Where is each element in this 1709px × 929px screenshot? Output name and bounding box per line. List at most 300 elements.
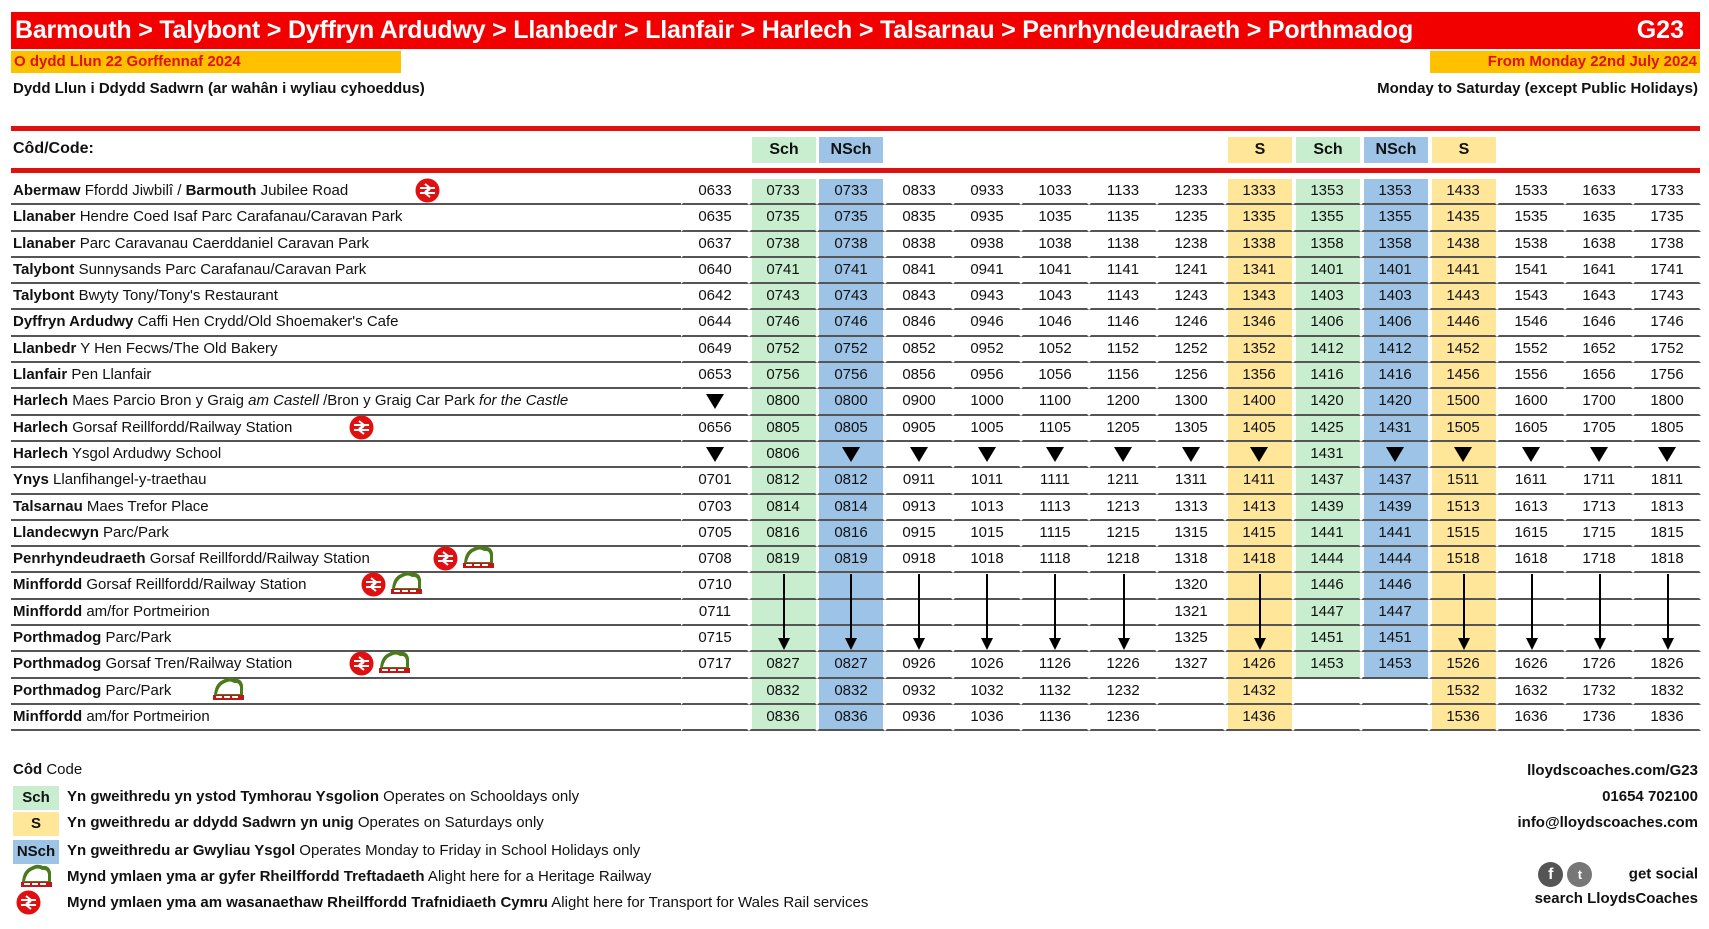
legend-welsh: Yn gweithredu ar Gwyliau Ysgol xyxy=(67,842,296,859)
departure-time: 1541 xyxy=(1497,258,1565,284)
departure-time: 1532 xyxy=(1429,679,1497,705)
departure-time xyxy=(1361,705,1429,731)
stop-name xyxy=(11,205,681,231)
departure-time: 1416 xyxy=(1293,363,1361,389)
legend-swatch-sch: Sch xyxy=(13,786,59,810)
code-label: Côd/Code: xyxy=(13,140,94,157)
departure-time: 1700 xyxy=(1565,389,1633,415)
stop-location: Parc/Park xyxy=(105,629,172,647)
does-not-stop-icon xyxy=(1361,442,1429,468)
departure-time: 0642 xyxy=(681,284,749,310)
website-link[interactable]: lloydscoaches.com/G23 xyxy=(1527,762,1698,779)
departure-time: 1405 xyxy=(1225,416,1293,442)
departure-time: 0827 xyxy=(817,652,885,678)
legend-title-welsh: Côd xyxy=(13,761,43,778)
departure-time: 0833 xyxy=(885,179,953,205)
departure-time: 1546 xyxy=(1497,310,1565,336)
national-rail-icon xyxy=(361,572,386,597)
stop-location: Parc/Park xyxy=(103,523,169,541)
departure-time: 1215 xyxy=(1089,521,1157,547)
departure-time: 1756 xyxy=(1633,363,1701,389)
departure-time: 1432 xyxy=(1225,679,1293,705)
down-triangle-icon xyxy=(978,447,996,462)
departure-time: 0846 xyxy=(885,310,953,336)
column-code-s: S xyxy=(1228,137,1292,163)
continues-arrow-start xyxy=(885,573,953,599)
departure-time: 1511 xyxy=(1429,468,1497,494)
departure-time: 1236 xyxy=(1089,705,1157,731)
stop-place: Talybont xyxy=(13,287,75,305)
departure-time: 0936 xyxy=(885,705,953,731)
continues-arrow-body xyxy=(1633,626,1701,652)
divider xyxy=(11,126,1700,131)
down-triangle-icon xyxy=(1386,447,1404,462)
departure-time: 0805 xyxy=(817,416,885,442)
stop-row xyxy=(11,521,1701,547)
stop-row xyxy=(11,310,1701,336)
stop-row xyxy=(11,495,1701,521)
departure-time: 1431 xyxy=(1361,416,1429,442)
departure-time: 1416 xyxy=(1361,363,1429,389)
does-not-stop-icon xyxy=(1089,442,1157,468)
departure-time: 1438 xyxy=(1429,232,1497,258)
departure-time: 0814 xyxy=(817,495,885,521)
departure-time: 1526 xyxy=(1429,652,1497,678)
stop-name xyxy=(11,679,681,705)
departure-time: 1811 xyxy=(1633,468,1701,494)
departure-time: 0956 xyxy=(953,363,1021,389)
departure-time: 0743 xyxy=(749,284,817,310)
departure-time xyxy=(1361,679,1429,705)
down-triangle-icon xyxy=(842,447,860,462)
departure-time: 0800 xyxy=(817,389,885,415)
column-code-sch: Sch xyxy=(1296,137,1360,163)
departure-time: 0805 xyxy=(749,416,817,442)
stop-name xyxy=(11,416,681,442)
departure-time: 1141 xyxy=(1089,258,1157,284)
departure-time: 1321 xyxy=(1157,600,1225,626)
departure-time: 1318 xyxy=(1157,547,1225,573)
departure-time: 1338 xyxy=(1225,232,1293,258)
national-rail-icon xyxy=(13,890,43,914)
column-code-sch: Sch xyxy=(752,137,816,163)
continues-arrow-start xyxy=(817,573,885,599)
departure-time: 0752 xyxy=(749,337,817,363)
departure-time: 1315 xyxy=(1157,521,1225,547)
email-link[interactable]: info@lloydscoaches.com xyxy=(1517,814,1698,831)
departure-time xyxy=(681,679,749,705)
departure-time: 1556 xyxy=(1497,363,1565,389)
stop-row xyxy=(11,600,1701,626)
departure-time: 1805 xyxy=(1633,416,1701,442)
departure-time: 1156 xyxy=(1089,363,1157,389)
departure-time: 1456 xyxy=(1429,363,1497,389)
departure-time: 0733 xyxy=(749,179,817,205)
departure-time: 0819 xyxy=(749,547,817,573)
departure-time: 1412 xyxy=(1361,337,1429,363)
stop-location-english: Jubilee Road xyxy=(260,182,349,199)
does-not-stop-icon xyxy=(1157,442,1225,468)
departure-time: 0735 xyxy=(749,205,817,231)
departure-time: 1444 xyxy=(1293,547,1361,573)
departure-time: 1446 xyxy=(1293,573,1361,599)
stop-location: Sunnysands Parc Carafanau/Caravan Park xyxy=(78,260,367,278)
departure-time: 0900 xyxy=(885,389,953,415)
departure-time: 1425 xyxy=(1293,416,1361,442)
stop-name xyxy=(11,179,681,205)
departure-time: 0812 xyxy=(749,468,817,494)
departure-time: 1420 xyxy=(1361,389,1429,415)
departure-time: 1133 xyxy=(1089,179,1157,205)
stop-note-english: for the Castle xyxy=(479,392,569,410)
facebook-icon[interactable]: f xyxy=(1538,862,1563,887)
does-not-stop-icon xyxy=(953,442,1021,468)
stop-row xyxy=(11,468,1701,494)
departure-time: 0946 xyxy=(953,310,1021,336)
stop-row xyxy=(11,573,1701,599)
stop-place: Talsarnau xyxy=(13,497,83,515)
departure-time: 0653 xyxy=(681,363,749,389)
stop-name xyxy=(11,468,681,494)
does-not-stop-icon xyxy=(681,389,749,415)
departure-time: 1441 xyxy=(1293,521,1361,547)
departure-time: 0741 xyxy=(817,258,885,284)
stop-row xyxy=(11,284,1701,310)
stop-location: Gorsaf Reillfordd/Railway Station xyxy=(72,418,293,436)
departure-time: 1600 xyxy=(1497,389,1565,415)
departure-time: 1011 xyxy=(953,468,1021,494)
departure-time: 1115 xyxy=(1021,521,1089,547)
stop-place: Porthmadog xyxy=(13,629,102,647)
departure-time: 0649 xyxy=(681,337,749,363)
continues-arrow-start xyxy=(1021,573,1089,599)
departure-time: 1436 xyxy=(1225,705,1293,731)
route-title: Barmouth > Talybont > Dyffryn Ardudwy > Llanbedr > Llanfair > Harlech > Talsarnau > Penrhyndeudraeth > Porthmadog xyxy=(15,16,1414,44)
legend-title xyxy=(13,761,82,778)
stop-place: Harlech xyxy=(13,392,69,410)
stop-location: Hendre Coed Isaf Parc Carafanau/Caravan Park xyxy=(79,208,403,226)
departure-time: 0832 xyxy=(749,679,817,705)
departure-time: 0756 xyxy=(817,363,885,389)
stop-place: Minffordd xyxy=(13,602,83,620)
stop-name xyxy=(11,363,681,389)
departure-time: 1535 xyxy=(1497,205,1565,231)
continues-arrow-body xyxy=(953,600,1021,626)
departure-time: 1341 xyxy=(1225,258,1293,284)
departure-time: 1243 xyxy=(1157,284,1225,310)
departure-time: 0733 xyxy=(817,179,885,205)
departure-time: 1437 xyxy=(1293,468,1361,494)
departure-time: 1406 xyxy=(1361,310,1429,336)
stop-place: Harlech xyxy=(13,444,69,462)
stop-location-english: /Bron y Graig Car Park xyxy=(318,392,480,410)
stop-place-english: Barmouth xyxy=(185,182,257,199)
departure-time: 1735 xyxy=(1633,205,1701,231)
departure-time: 0743 xyxy=(817,284,885,310)
continues-arrow-start xyxy=(1429,573,1497,599)
column-code-nsch: NSch xyxy=(819,137,883,163)
stop-location: Parc Caravanau Caerddaniel Caravan Park xyxy=(79,234,370,252)
departure-time: 0819 xyxy=(817,547,885,573)
departure-time: 1035 xyxy=(1021,205,1089,231)
departure-time: 1613 xyxy=(1497,495,1565,521)
departure-time: 1446 xyxy=(1429,310,1497,336)
stop-name xyxy=(11,573,681,599)
down-triangle-icon xyxy=(706,394,724,409)
departure-time: 0918 xyxy=(885,547,953,573)
legend-welsh: Yn gweithredu yn ystod Tymhorau Ysgolion xyxy=(67,788,379,805)
does-not-stop-icon xyxy=(1429,442,1497,468)
departure-time: 1533 xyxy=(1497,179,1565,205)
departure-time: 1313 xyxy=(1157,495,1225,521)
stop-location: Gorsaf Tren/Railway Station xyxy=(105,655,293,673)
departure-time: 1518 xyxy=(1429,547,1497,573)
operating-days-english: Monday to Saturday (except Public Holidays) xyxy=(1377,80,1698,97)
departure-time: 0943 xyxy=(953,284,1021,310)
stop-name xyxy=(11,705,681,731)
departure-time: 1444 xyxy=(1361,547,1429,573)
departure-time: 1632 xyxy=(1497,679,1565,705)
departure-time: 1718 xyxy=(1565,547,1633,573)
departure-time: 1000 xyxy=(953,389,1021,415)
departure-time: 1052 xyxy=(1021,337,1089,363)
stop-name xyxy=(11,258,681,284)
stop-name xyxy=(11,284,681,310)
departure-time: 0710 xyxy=(681,573,749,599)
departure-time: 1441 xyxy=(1429,258,1497,284)
stop-place: Llanfair xyxy=(13,366,68,384)
departure-time: 1118 xyxy=(1021,547,1089,573)
legend-swatch-nsch: NSch xyxy=(13,840,59,864)
stop-location: am/for Portmeirion xyxy=(86,707,210,725)
departure-time xyxy=(1157,705,1225,731)
stop-name xyxy=(11,626,681,652)
departure-time: 1401 xyxy=(1293,258,1361,284)
departure-time: 0835 xyxy=(885,205,953,231)
departure-time: 0711 xyxy=(681,600,749,626)
departure-time: 1736 xyxy=(1565,705,1633,731)
divider xyxy=(11,168,1700,173)
departure-time: 1733 xyxy=(1633,179,1701,205)
stop-name xyxy=(11,652,681,678)
departure-time: 1335 xyxy=(1225,205,1293,231)
stop-name xyxy=(11,600,681,626)
departure-time: 1705 xyxy=(1565,416,1633,442)
departure-time: 0701 xyxy=(681,468,749,494)
departure-time: 1200 xyxy=(1089,389,1157,415)
heritage-railway-icon xyxy=(211,675,245,701)
heritage-railway-icon xyxy=(13,862,59,886)
continues-arrow-body xyxy=(1633,600,1701,626)
continues-arrow-body xyxy=(1225,600,1293,626)
departure-time: 1638 xyxy=(1565,232,1633,258)
stop-name xyxy=(11,547,681,573)
continues-arrow-body xyxy=(1089,626,1157,652)
departure-time: 1626 xyxy=(1497,652,1565,678)
stop-location: Llanfihangel-y-traethau xyxy=(53,471,207,489)
continues-arrow-body xyxy=(1565,600,1633,626)
continues-arrow-start xyxy=(749,573,817,599)
national-rail-icon xyxy=(433,546,458,571)
departure-time: 1715 xyxy=(1565,521,1633,547)
departure-time: 1327 xyxy=(1157,652,1225,678)
stop-place: Llandecwyn xyxy=(13,523,99,541)
stop-place: Llanbedr xyxy=(13,339,77,357)
departure-time: 1136 xyxy=(1021,705,1089,731)
departure-time: 1353 xyxy=(1361,179,1429,205)
departure-time: 1618 xyxy=(1497,547,1565,573)
departure-time: 1636 xyxy=(1497,705,1565,731)
departure-time: 1241 xyxy=(1157,258,1225,284)
departure-time: 1643 xyxy=(1565,284,1633,310)
departure-time: 1300 xyxy=(1157,389,1225,415)
departure-time: 1615 xyxy=(1497,521,1565,547)
legend-description xyxy=(67,814,544,831)
stop-location: Maes Trefor Place xyxy=(86,497,209,515)
legend-english: Alight here for Transport for Wales Rail services xyxy=(547,894,869,911)
departure-time: 1652 xyxy=(1565,337,1633,363)
down-triangle-icon xyxy=(706,447,724,462)
stop-name xyxy=(11,310,681,336)
departure-time: 1056 xyxy=(1021,363,1089,389)
departure-time: 1452 xyxy=(1429,337,1497,363)
departure-time: 1815 xyxy=(1633,521,1701,547)
down-triangle-icon xyxy=(1658,447,1676,462)
departure-time: 0841 xyxy=(885,258,953,284)
departure-time: 1433 xyxy=(1429,179,1497,205)
departure-time: 1711 xyxy=(1565,468,1633,494)
continues-arrow-body xyxy=(885,626,953,652)
stop-place: Minffordd xyxy=(13,576,83,594)
departure-time: 1205 xyxy=(1089,416,1157,442)
stop-row xyxy=(11,179,1701,205)
stop-place: Dyffryn Ardudwy xyxy=(13,313,134,331)
departure-time: 1500 xyxy=(1429,389,1497,415)
departure-time: 0812 xyxy=(817,468,885,494)
legend-description xyxy=(67,788,579,805)
legend-swatch-sat: S xyxy=(13,812,59,836)
departure-time: 1333 xyxy=(1225,179,1293,205)
heritage-railway-icon xyxy=(377,648,411,674)
departure-time: 1252 xyxy=(1157,337,1225,363)
stop-row xyxy=(11,258,1701,284)
departure-time: 1041 xyxy=(1021,258,1089,284)
stop-name xyxy=(11,232,681,258)
departure-time: 1256 xyxy=(1157,363,1225,389)
stop-location: Gorsaf Reillfordd/Railway Station xyxy=(86,576,307,594)
departure-time: 1420 xyxy=(1293,389,1361,415)
departure-time: 1005 xyxy=(953,416,1021,442)
continues-arrow-start xyxy=(1089,573,1157,599)
departure-time: 1732 xyxy=(1565,679,1633,705)
does-not-stop-icon xyxy=(1497,442,1565,468)
departure-time: 1415 xyxy=(1225,521,1293,547)
departure-time: 1111 xyxy=(1021,468,1089,494)
departure-time: 1138 xyxy=(1089,232,1157,258)
continues-arrow-start xyxy=(953,573,1021,599)
departure-time: 1132 xyxy=(1021,679,1089,705)
stop-place: Llanaber xyxy=(13,234,76,252)
does-not-stop-icon xyxy=(1225,442,1293,468)
departure-time: 1046 xyxy=(1021,310,1089,336)
down-triangle-icon xyxy=(1182,447,1200,462)
departure-time: 0911 xyxy=(885,468,953,494)
departure-time: 0827 xyxy=(749,652,817,678)
stop-location: Gorsaf Reillfordd/Railway Station xyxy=(149,550,370,568)
down-triangle-icon xyxy=(1522,447,1540,462)
national-rail-icon xyxy=(349,651,374,676)
stop-name xyxy=(11,389,681,415)
departure-time: 0703 xyxy=(681,495,749,521)
departure-time: 1543 xyxy=(1497,284,1565,310)
departure-time: 1413 xyxy=(1225,495,1293,521)
departure-time: 0735 xyxy=(817,205,885,231)
departure-time: 1401 xyxy=(1361,258,1429,284)
departure-time: 1435 xyxy=(1429,205,1497,231)
stop-place: Talybont xyxy=(13,260,75,278)
stop-place: Harlech xyxy=(13,418,69,436)
departure-time: 1152 xyxy=(1089,337,1157,363)
title-bar xyxy=(11,12,1700,49)
departure-time: 1633 xyxy=(1565,179,1633,205)
stop-row xyxy=(11,626,1701,652)
departure-time: 1015 xyxy=(953,521,1021,547)
stop-location: Ffordd Jiwbilî / xyxy=(84,182,186,199)
stop-row xyxy=(11,442,1701,468)
continues-arrow-body xyxy=(1225,626,1293,652)
departure-time: 1100 xyxy=(1021,389,1089,415)
departure-time: 1431 xyxy=(1293,442,1361,468)
departure-time: 0640 xyxy=(681,258,749,284)
departure-time: 0746 xyxy=(817,310,885,336)
departure-time: 1446 xyxy=(1361,573,1429,599)
does-not-stop-icon xyxy=(817,442,885,468)
twitter-icon[interactable]: t xyxy=(1567,862,1592,887)
continues-arrow-body xyxy=(817,626,885,652)
does-not-stop-icon xyxy=(1633,442,1701,468)
continues-arrow-body xyxy=(749,626,817,652)
departure-time: 1043 xyxy=(1021,284,1089,310)
stop-row xyxy=(11,416,1701,442)
legend-welsh: Yn gweithredu ar ddydd Sadwrn yn unig xyxy=(67,814,354,831)
departure-time: 1605 xyxy=(1497,416,1565,442)
departure-time: 0935 xyxy=(953,205,1021,231)
stop-location: Caffi Hen Crydd/Old Shoemaker's Cafe xyxy=(137,313,399,331)
departure-time: 1611 xyxy=(1497,468,1565,494)
departure-time: 1800 xyxy=(1633,389,1701,415)
departure-time: 1135 xyxy=(1089,205,1157,231)
departure-time: 1038 xyxy=(1021,232,1089,258)
departure-time: 1505 xyxy=(1429,416,1497,442)
column-code-nsch: NSch xyxy=(1364,137,1428,163)
legend-description xyxy=(67,894,868,911)
departure-time: 1641 xyxy=(1565,258,1633,284)
departure-time: 1358 xyxy=(1293,232,1361,258)
does-not-stop-icon xyxy=(1021,442,1089,468)
stop-row xyxy=(11,547,1701,573)
departure-time: 1113 xyxy=(1021,495,1089,521)
departure-time: 1439 xyxy=(1293,495,1361,521)
stop-place: Penrhyndeudraeth xyxy=(13,550,146,568)
departure-time: 1411 xyxy=(1225,468,1293,494)
departure-time: 1646 xyxy=(1565,310,1633,336)
legend-english: Alight here for a Heritage Railway xyxy=(424,868,652,885)
departure-time: 1447 xyxy=(1361,600,1429,626)
stop-name xyxy=(11,495,681,521)
departure-time: 1406 xyxy=(1293,310,1361,336)
national-rail-icon xyxy=(415,178,440,203)
legend-welsh: Mynd ymlaen yma ar gyfer Rheilffordd Treftadaeth xyxy=(67,868,425,885)
